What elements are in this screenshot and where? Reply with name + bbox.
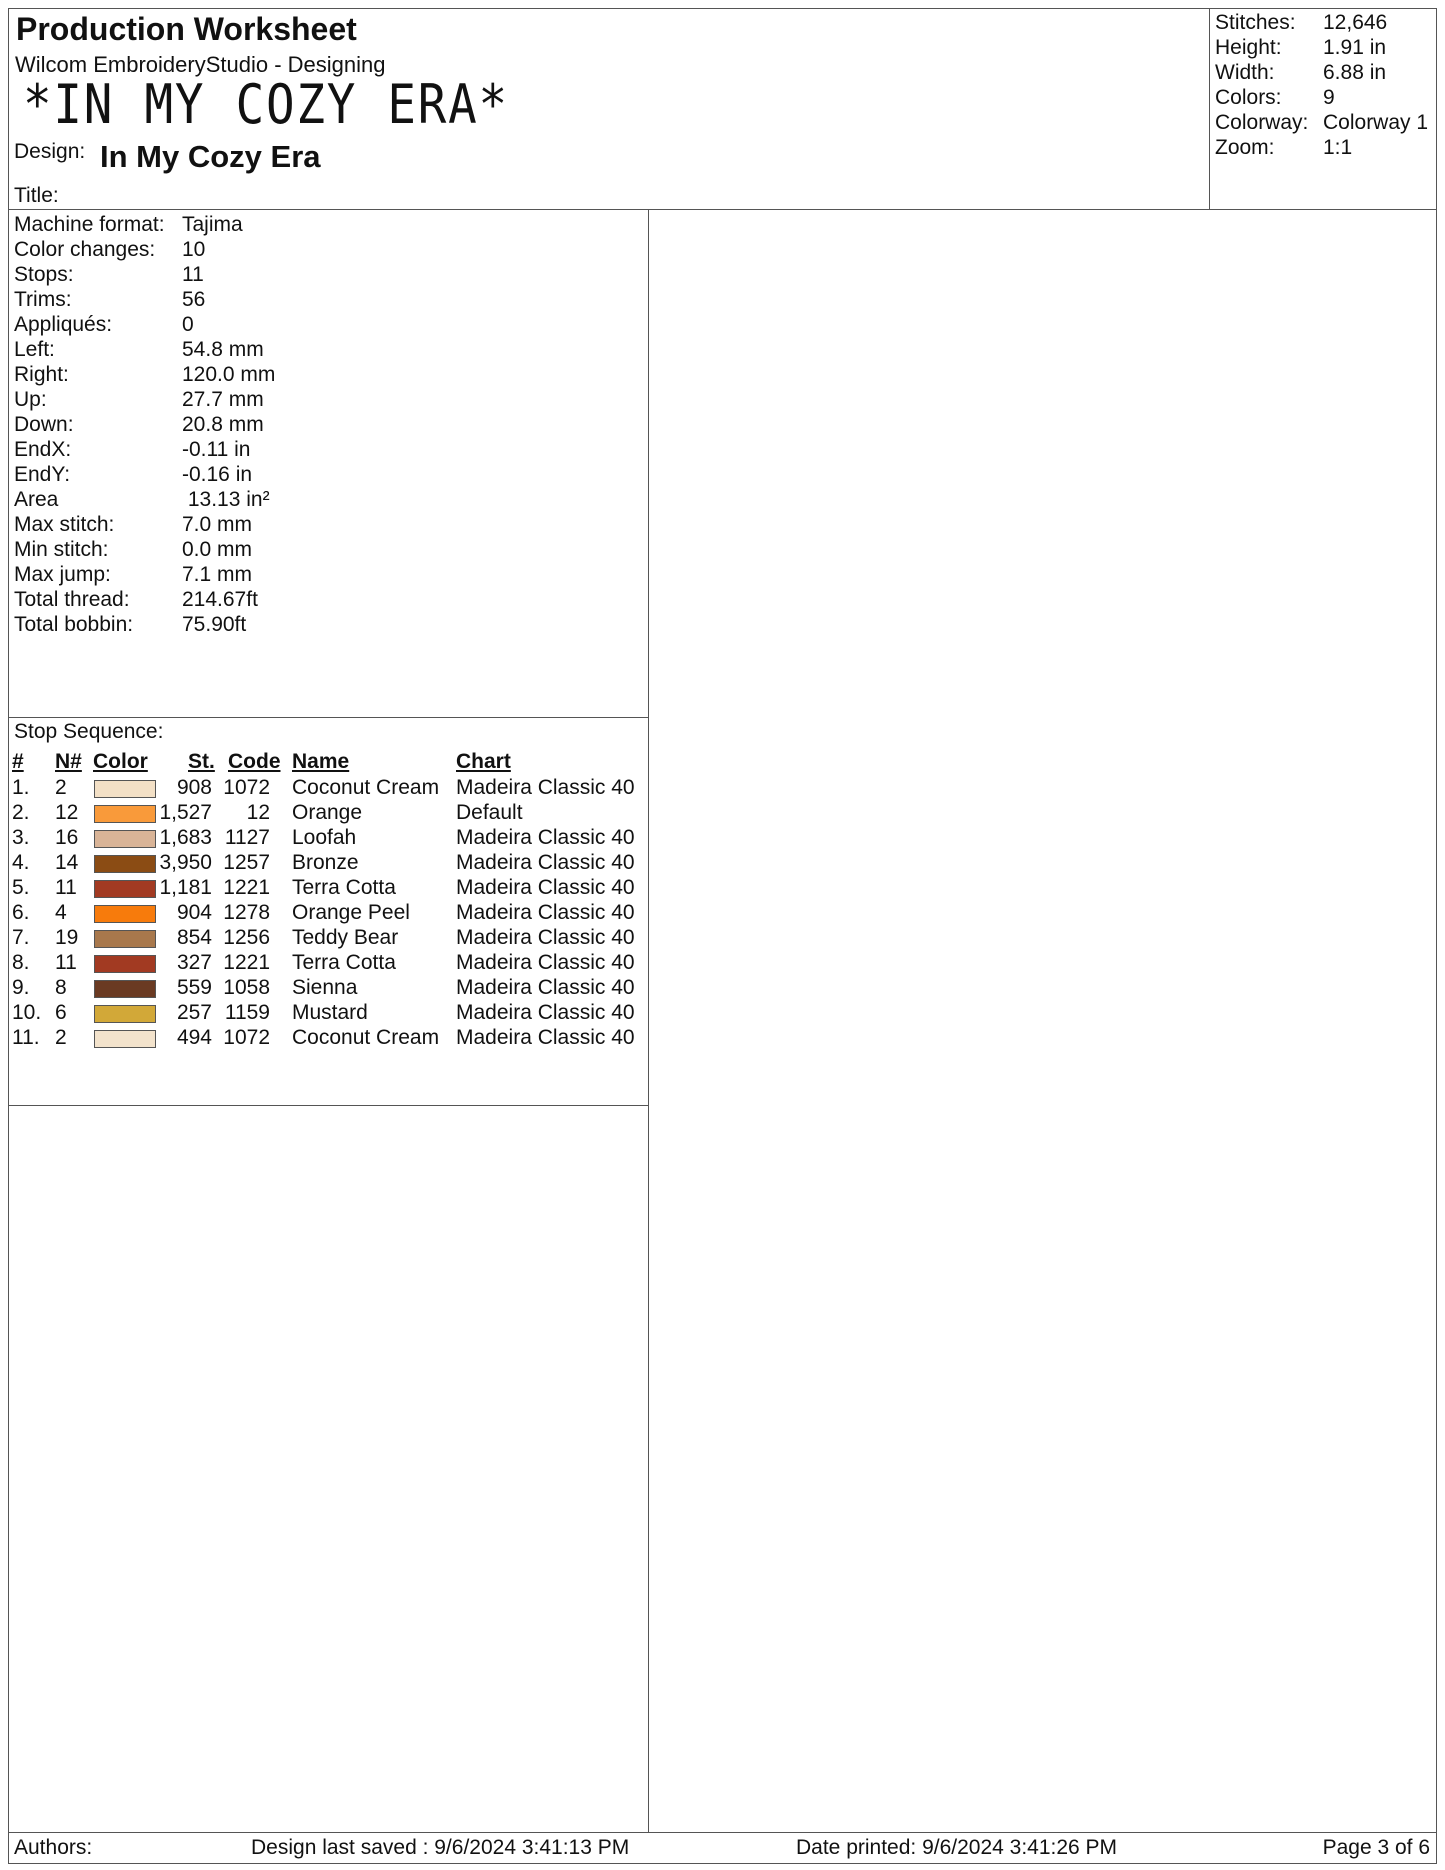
col-header-name: Name <box>292 750 350 773</box>
info-value: 7.0 mm <box>182 513 253 536</box>
authors-label: Authors: <box>14 1836 93 1859</box>
color-swatch <box>94 830 156 848</box>
info-value: 13.13 in² <box>182 488 270 511</box>
stitch-count: 257 <box>176 1001 212 1024</box>
needle-number: 2 <box>55 1026 67 1049</box>
thread-code: 1278 <box>223 901 270 924</box>
stitch-count: 3,950 <box>159 851 212 874</box>
info-value: 27.7 mm <box>182 388 264 411</box>
thread-code: 12 <box>246 801 270 824</box>
stitch-count: 1,527 <box>159 801 212 824</box>
stop-number: 5. <box>12 876 30 899</box>
info-value: Tajima <box>182 213 243 236</box>
info-label: Total thread: <box>14 588 130 611</box>
thread-chart: Madeira Classic 40 <box>456 901 635 924</box>
needle-number: 16 <box>55 826 79 849</box>
info-value: 10 <box>182 238 206 261</box>
info-value: 75.90ft <box>182 613 247 636</box>
thread-chart: Madeira Classic 40 <box>456 926 635 949</box>
info-value: 120.0 mm <box>182 363 276 386</box>
page-number: Page 3 of 6 <box>1322 1836 1430 1859</box>
stitch-count: 559 <box>176 976 212 999</box>
stitch-count: 854 <box>176 926 212 949</box>
stitch-count: 1,181 <box>159 876 212 899</box>
thread-code: 1159 <box>224 1001 270 1024</box>
info-label: Total bobbin: <box>14 613 134 636</box>
stat-value: Colorway 1 <box>1323 111 1429 134</box>
design-label: Design: <box>14 140 86 163</box>
thread-code: 1257 <box>223 851 270 874</box>
section-divider <box>9 1105 648 1106</box>
design-stats <box>1209 8 1437 210</box>
col-header-chart: Chart <box>456 750 511 773</box>
info-label: Area <box>14 488 59 511</box>
title-label: Title: <box>14 184 59 207</box>
stat-label: Colorway: <box>1215 111 1309 134</box>
stat-value: 1:1 <box>1323 136 1353 159</box>
color-swatch <box>94 855 156 873</box>
design-canvas <box>648 209 1437 1833</box>
stat-label: Stitches: <box>1215 11 1296 34</box>
stop-number: 9. <box>12 976 30 999</box>
thread-name: Terra Cotta <box>292 876 396 899</box>
info-label: Up: <box>14 388 47 411</box>
color-swatch <box>94 1005 156 1023</box>
software-name: Wilcom EmbroideryStudio - Designing <box>15 52 386 77</box>
info-label: Right: <box>14 363 69 386</box>
stitch-count: 494 <box>176 1026 212 1049</box>
stop-number: 11. <box>12 1026 40 1049</box>
needle-number: 14 <box>55 851 79 874</box>
needle-number: 19 <box>55 926 79 949</box>
thread-chart: Madeira Classic 40 <box>456 1001 635 1024</box>
info-label: Trims: <box>14 288 72 311</box>
info-label: Left: <box>14 338 55 361</box>
thread-chart: Default <box>456 801 523 824</box>
info-label: Down: <box>14 413 74 436</box>
thread-chart: Madeira Classic 40 <box>456 876 635 899</box>
stop-number: 10. <box>12 1001 42 1024</box>
stitch-count: 908 <box>176 776 212 799</box>
needle-number: 11 <box>55 951 77 974</box>
stitch-count: 327 <box>176 951 212 974</box>
thread-code: 1058 <box>223 976 270 999</box>
stop-number: 8. <box>12 951 30 974</box>
thread-name: Bronze <box>292 851 359 874</box>
thread-name: Orange <box>292 801 363 824</box>
left-panel <box>8 209 649 1833</box>
col-header-stitches: St. <box>188 750 215 773</box>
info-value: 0.0 mm <box>182 538 253 561</box>
needle-number: 8 <box>55 976 67 999</box>
info-label: Min stitch: <box>14 538 109 561</box>
stop-number: 7. <box>12 926 30 949</box>
date-printed: Date printed: 9/6/2024 3:41:26 PM <box>796 1836 1118 1859</box>
needle-number: 11 <box>55 876 77 899</box>
needle-number: 12 <box>55 801 79 824</box>
stat-value: 1.91 in <box>1323 36 1387 59</box>
thread-name: Orange Peel <box>292 901 410 924</box>
thread-code: 1127 <box>224 826 270 849</box>
info-label: Color changes: <box>14 238 156 261</box>
design-preview: *IN MY COZY ERA* <box>23 73 509 136</box>
needle-number: 4 <box>55 901 67 924</box>
info-value: 7.1 mm <box>182 563 253 586</box>
thread-chart: Madeira Classic 40 <box>456 776 635 799</box>
thread-code: 1256 <box>223 926 270 949</box>
color-swatch <box>94 980 156 998</box>
color-swatch <box>94 905 156 923</box>
info-value: 56 <box>182 288 206 311</box>
info-value: 0 <box>182 313 194 336</box>
thread-chart: Madeira Classic 40 <box>456 976 635 999</box>
stitch-count: 904 <box>176 901 212 924</box>
thread-chart: Madeira Classic 40 <box>456 1026 635 1049</box>
info-label: EndY: <box>14 463 71 486</box>
thread-name: Coconut Cream <box>292 776 440 799</box>
stop-number: 2. <box>12 801 30 824</box>
last-saved: Design last saved : 9/6/2024 3:41:13 PM <box>251 1836 630 1859</box>
design-name: In My Cozy Era <box>100 139 321 174</box>
thread-name: Sienna <box>292 976 358 999</box>
col-header-code: Code <box>228 750 281 773</box>
worksheet-title: Production Worksheet <box>16 11 357 47</box>
col-header-num: # <box>12 750 24 773</box>
worksheet-footer <box>8 1832 1437 1864</box>
info-value: 20.8 mm <box>182 413 264 436</box>
stop-number: 1. <box>12 776 30 799</box>
info-label: Max jump: <box>14 563 111 586</box>
stat-label: Colors: <box>1215 86 1282 109</box>
info-label: EndX: <box>14 438 72 461</box>
stat-value: 12,646 <box>1323 11 1388 34</box>
section-divider <box>9 717 648 718</box>
stop-sequence-label: Stop Sequence: <box>14 720 164 743</box>
stat-value: 6.88 in <box>1323 61 1387 84</box>
stop-number: 6. <box>12 901 30 924</box>
info-value: 11 <box>182 263 204 286</box>
stat-label: Height: <box>1215 36 1282 59</box>
info-label: Appliqués: <box>14 313 113 336</box>
color-swatch <box>94 780 156 798</box>
thread-name: Mustard <box>292 1001 368 1024</box>
color-swatch <box>94 805 156 823</box>
thread-name: Loofah <box>292 826 357 849</box>
col-header-color: Color <box>93 750 148 773</box>
color-swatch <box>94 1030 156 1048</box>
thread-name: Teddy Bear <box>292 926 399 949</box>
info-value: -0.11 in <box>182 438 251 461</box>
thread-code: 1072 <box>223 776 270 799</box>
stop-number: 4. <box>12 851 30 874</box>
stat-label: Width: <box>1215 61 1275 84</box>
thread-chart: Madeira Classic 40 <box>456 951 635 974</box>
color-swatch <box>94 955 156 973</box>
needle-number: 6 <box>55 1001 67 1024</box>
thread-chart: Madeira Classic 40 <box>456 826 635 849</box>
thread-name: Coconut Cream <box>292 1026 440 1049</box>
needle-number: 2 <box>55 776 67 799</box>
color-swatch <box>94 880 156 898</box>
thread-code: 1072 <box>223 1026 270 1049</box>
info-value: -0.16 in <box>182 463 253 486</box>
info-label: Stops: <box>14 263 74 286</box>
thread-chart: Madeira Classic 40 <box>456 851 635 874</box>
info-label: Machine format: <box>14 213 165 236</box>
stitch-count: 1,683 <box>159 826 212 849</box>
thread-code: 1221 <box>223 876 270 899</box>
info-value: 54.8 mm <box>182 338 264 361</box>
info-value: 214.67ft <box>182 588 258 611</box>
info-label: Max stitch: <box>14 513 115 536</box>
stop-number: 3. <box>12 826 30 849</box>
thread-name: Terra Cotta <box>292 951 396 974</box>
stat-label: Zoom: <box>1215 136 1275 159</box>
thread-code: 1221 <box>223 951 270 974</box>
col-header-needle: N# <box>55 750 82 773</box>
color-swatch <box>94 930 156 948</box>
stat-value: 9 <box>1323 86 1335 109</box>
